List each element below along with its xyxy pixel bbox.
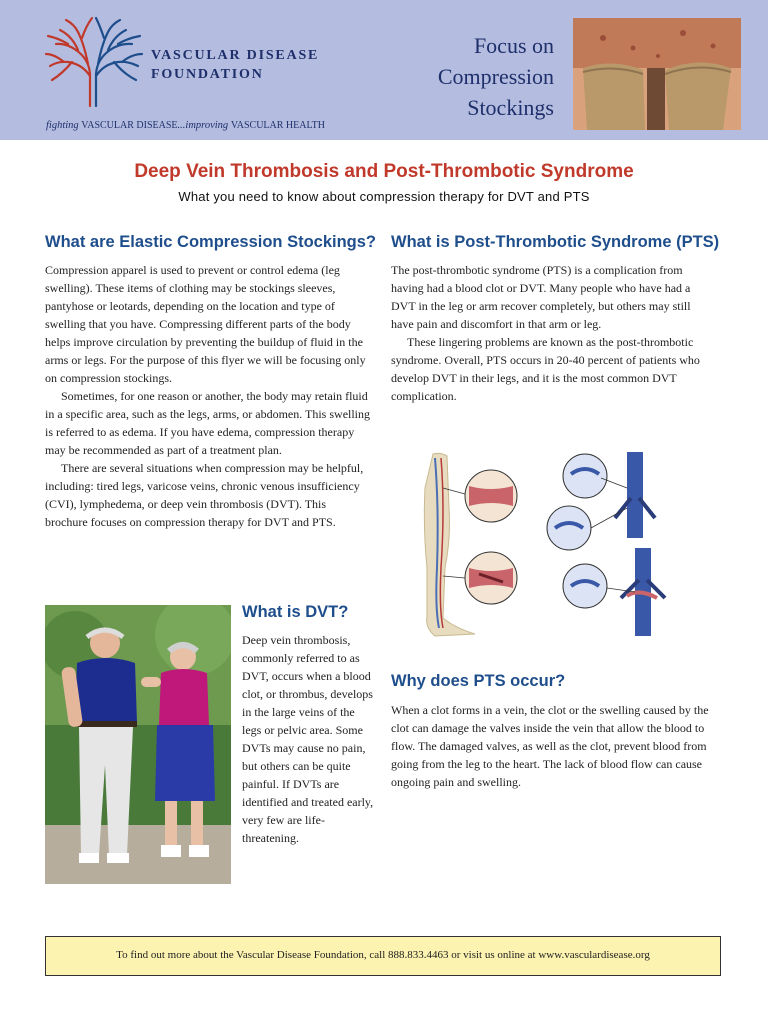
stockings-body: [45, 261, 371, 531]
pts-body: [391, 261, 709, 405]
tagline-part3: ...improving: [177, 120, 229, 131]
pts-paragraph-1: The post-thrombotic syndrome (PTS) is a complication from having had a blood clot or DVT. Many people who have had a DVT in the leg or arm recover completely, but others may still have pain and discomfort in that arm or leg.: [391, 263, 691, 331]
tagline-part4: VASCULAR HEALTH: [230, 120, 325, 131]
org-name-line1: VASCULAR DISEASE: [151, 48, 320, 63]
tagline: [46, 120, 325, 131]
page-title: Deep Vein Thrombosis and Post-Thrombotic Syndrome: [134, 161, 634, 182]
dvt-paragraph-1: Deep vein thrombosis, commonly referred to as DVT, occurs when a blood clot, or thrombus, develops in the large veins of the legs or pelvic area. Some DVTs may cause no pain, but others can be quite painful. If DVTs are identified and treated early, very few are life-threatening.: [242, 633, 374, 845]
footer-contact-box: [45, 936, 721, 976]
tagline-part1: fighting: [46, 120, 79, 131]
org-name-line2: FOUNDATION: [151, 67, 264, 82]
stockings-paragraph-2: Sometimes, for one reason or another, the body may retain fluid in a specific area, such as the legs, arms, or abdomen. This swelling is referred to as edema. If you have edema, compression therapy may be recommended as part of a treatment plan.: [45, 389, 371, 457]
focus-title: [438, 30, 554, 123]
org-name: [151, 46, 319, 84]
stockings-paragraph-1: Compression apparel is used to prevent or control edema (leg swelling). These items of clothing may be stockings sleeves, pantyhose or leotards, depending on the location and type of swelling that you have. Compressing different parts of the body helps improve circulation by preventing the buildup of fluid in the arms or legs. For the purpose of this flyer we will be focusing only on compression stockings.: [45, 263, 366, 385]
focus-line3: Stockings: [467, 95, 554, 120]
dvt-body: [242, 631, 374, 847]
footer-text: To find out more about the Vascular Disease Foundation, call 888.833.4463 or visit us online at www.vasculardisease.org: [116, 949, 650, 961]
focus-line1: Focus on: [473, 33, 554, 58]
heading-why-pts-occurs: Why does PTS occur?: [391, 672, 566, 690]
header-banner: [0, 0, 768, 140]
pts-paragraph-2: These lingering problems are known as the post-thrombotic syndrome. Overall, PTS occurs in 20-40 percent of patients who develop DVT in their legs, and it is the most common DVT complication.: [391, 335, 700, 403]
stockings-paragraph-3: There are several situations when compression may be helpful, including: tired legs, varicose veins, chronic venous insufficiency (CVI), lymphedema, or deep vein thrombosis (DVT). This brochure focuses on compression therapy for DVT and PTS.: [45, 461, 364, 529]
focus-line2: Compression: [437, 64, 554, 89]
page-subtitle: What you need to know about compression therapy for DVT and PTS: [178, 189, 590, 204]
heading-what-is-dvt: What is DVT?: [242, 603, 349, 621]
vascular-tree-logo-icon: [44, 14, 144, 110]
why-pts-body: [391, 701, 709, 791]
tagline-part2: VASCULAR DISEASE: [81, 120, 178, 131]
compression-stockings-photo: [573, 18, 741, 130]
heading-what-is-pts: What is Post-Thrombotic Syndrome (PTS): [391, 233, 720, 251]
vein-valve-diagram: [395, 448, 685, 640]
why-pts-paragraph-1: When a clot forms in a vein, the clot or the swelling caused by the clot can damage the valves inside the vein that allow the blood to flow. The damaged valves, as well as the clot, prevent blood from going from the leg to the heart. The lack of blood flow can cause ongoing pain and swelling.: [391, 703, 709, 789]
walking-couple-photo: [45, 605, 231, 884]
heading-compression-stockings: What are Elastic Compression Stockings?: [45, 233, 376, 251]
